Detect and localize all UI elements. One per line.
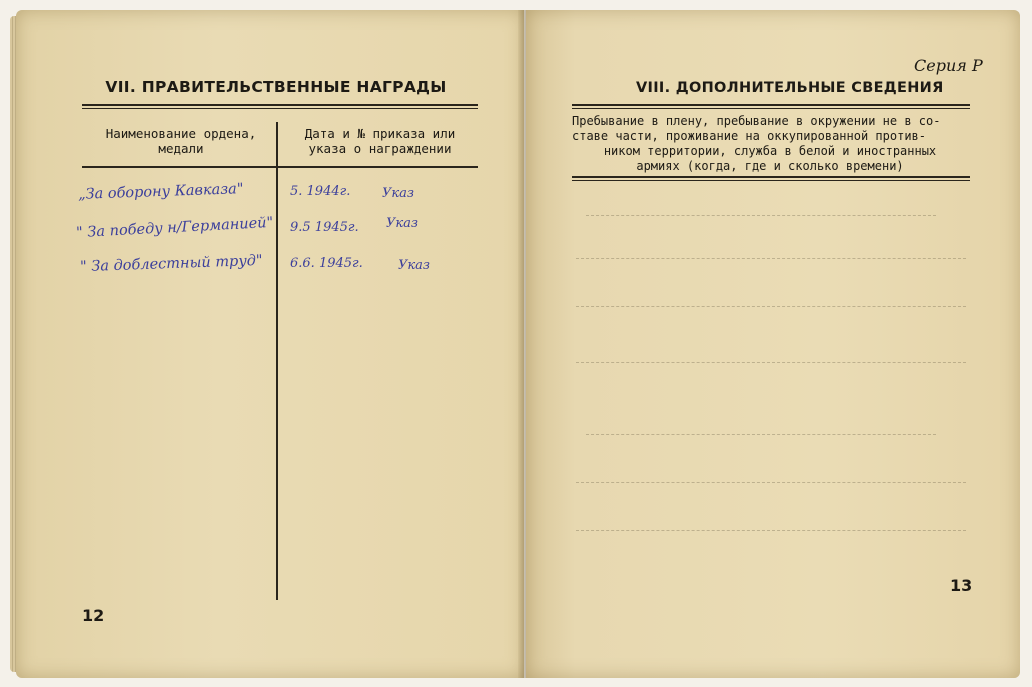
open-booklet [16,10,1022,678]
title-rule-thin [572,108,970,109]
right-page-number: 13 [950,576,973,595]
description-bottom-rule-thin [572,180,970,181]
order-name-header [86,126,276,156]
additional-info-title: VIII. ДОПОЛНИТЕЛЬНЫЕ СВЕДЕНИЯ [636,80,944,96]
column-divider [276,122,278,600]
show-through-line [586,215,936,216]
order-name-header-line1: Наименование ордена, [105,126,257,141]
title-rule-thin [82,108,478,109]
header-bottom-rule [82,166,478,168]
description-line1: Пребывание в плену, пребывание в окружении не в со- [572,114,941,128]
description-line4: армиях (когда, где и сколько времени) [636,159,904,173]
award-3-decree: Указ [398,258,430,273]
decree-header-line2: указа о награждении [308,141,452,156]
description-line3: ником территории, служба в белой и иностранных [603,144,937,158]
order-name-header-line2: медали [158,141,204,156]
award-3-name: " За доблестный труд" [79,252,263,276]
award-3-date: 6.6. 1945г. [290,256,363,271]
award-2-decree: Указ [386,216,418,231]
left-page [16,10,524,678]
award-1-name: „За оборону Кавказа" [77,181,244,203]
award-2-date: 9.5 1945г. [290,220,359,235]
decree-header [282,126,478,156]
show-through-line [576,306,966,307]
right-page [526,10,1020,678]
show-through-line [576,258,966,259]
show-through-line [576,530,966,531]
decree-header-line1: Дата и № приказа или [304,126,456,141]
title-rule [572,104,970,106]
show-through-line [576,482,966,483]
description-bottom-rule [572,176,970,178]
awards-section-title: VII. ПРАВИТЕЛЬСТВЕННЫЕ НАГРАДЫ [105,78,447,96]
additional-info-description [572,114,968,174]
show-through-line [576,362,966,363]
series-label: Серия Р [914,56,983,75]
left-page-number: 12 [82,606,105,625]
description-line2: ставе части, проживание на оккупированной против- [572,129,927,143]
title-rule [82,104,478,106]
award-2-name: " За победу н/Германией" [75,214,274,242]
award-1-decree: Указ [382,186,414,201]
show-through-line [586,434,936,435]
award-1-date: 5. 1944г. [290,184,351,199]
